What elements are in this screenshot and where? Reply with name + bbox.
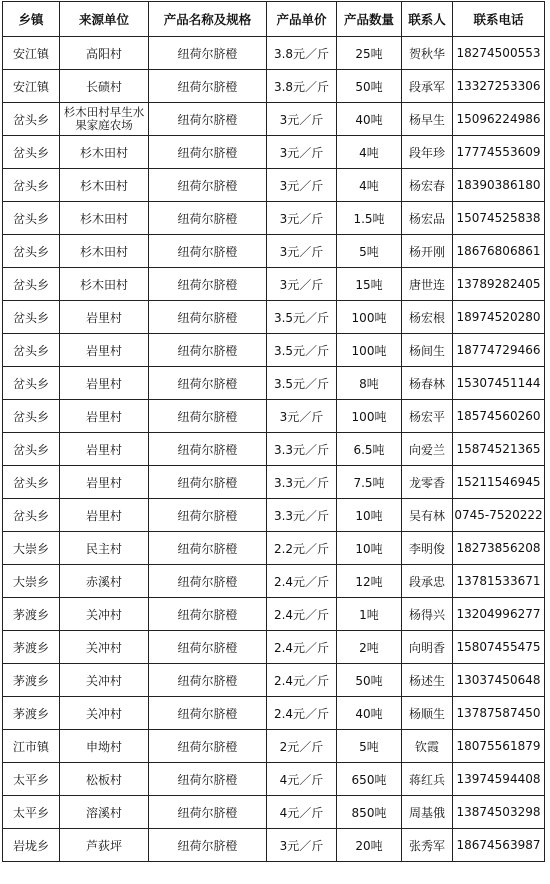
cell-township: 岔头乡 xyxy=(3,466,60,499)
cell-township: 岔头乡 xyxy=(3,334,60,367)
table-row xyxy=(3,433,545,466)
cell-unit-price: 3.5元／斤 xyxy=(267,367,337,400)
cell-source-unit: 岩里村 xyxy=(60,433,149,466)
cell-phone: 15807455475 xyxy=(453,631,545,664)
cell-phone: 15074525838 xyxy=(453,202,545,235)
cell-quantity: 4吨 xyxy=(337,136,402,169)
cell-township: 岩垅乡 xyxy=(3,829,60,862)
table-row xyxy=(3,631,545,664)
cell-unit-price: 4元／斤 xyxy=(267,796,337,829)
cell-township: 岔头乡 xyxy=(3,202,60,235)
cell-quantity: 1吨 xyxy=(337,598,402,631)
cell-product-name: 纽荷尔脐橙 xyxy=(149,334,267,367)
cell-phone: 18390386180 xyxy=(453,169,545,202)
table-row xyxy=(3,202,545,235)
cell-source-unit: 杉木田村 xyxy=(60,235,149,268)
cell-contact: 杨宏根 xyxy=(402,301,453,334)
cell-product-name: 纽荷尔脐橙 xyxy=(149,169,267,202)
cell-contact: 贺秋华 xyxy=(402,37,453,70)
cell-source-unit: 关冲村 xyxy=(60,631,149,664)
cell-contact: 杨间生 xyxy=(402,334,453,367)
cell-source-unit: 岩里村 xyxy=(60,301,149,334)
header-contact: 联系人 xyxy=(402,2,453,37)
table-row xyxy=(3,796,545,829)
cell-contact: 段承忠 xyxy=(402,565,453,598)
cell-phone: 13787587450 xyxy=(453,697,545,730)
table-row xyxy=(3,103,545,136)
cell-phone: 18676806861 xyxy=(453,235,545,268)
cell-township: 茅渡乡 xyxy=(3,631,60,664)
cell-contact: 杨开刚 xyxy=(402,235,453,268)
cell-township: 安江镇 xyxy=(3,70,60,103)
cell-township: 岔头乡 xyxy=(3,301,60,334)
cell-product-name: 纽荷尔脐橙 xyxy=(149,103,267,136)
table-row xyxy=(3,268,545,301)
header-phone: 联系电话 xyxy=(453,2,545,37)
cell-unit-price: 3元／斤 xyxy=(267,103,337,136)
cell-contact: 杨宏平 xyxy=(402,400,453,433)
cell-product-name: 纽荷尔脐橙 xyxy=(149,367,267,400)
cell-phone: 18774729466 xyxy=(453,334,545,367)
cell-quantity: 6.5吨 xyxy=(337,433,402,466)
cell-phone: 13874503298 xyxy=(453,796,545,829)
cell-contact: 李明俊 xyxy=(402,532,453,565)
header-quantity: 产品数量 xyxy=(337,2,402,37)
cell-contact: 龙零香 xyxy=(402,466,453,499)
cell-source-unit: 申坳村 xyxy=(60,730,149,763)
cell-township: 大崇乡 xyxy=(3,532,60,565)
cell-phone: 18974520280 xyxy=(453,301,545,334)
table-row xyxy=(3,532,545,565)
cell-quantity: 25吨 xyxy=(337,37,402,70)
cell-product-name: 纽荷尔脐橙 xyxy=(149,532,267,565)
cell-contact: 段承军 xyxy=(402,70,453,103)
cell-source-unit: 杉木田村 xyxy=(60,268,149,301)
cell-product-name: 纽荷尔脐橙 xyxy=(149,136,267,169)
cell-source-unit: 杉木田村 xyxy=(60,202,149,235)
cell-source-unit: 民主村 xyxy=(60,532,149,565)
cell-quantity: 100吨 xyxy=(337,334,402,367)
cell-contact: 杨宏春 xyxy=(402,169,453,202)
cell-source-unit: 溶溪村 xyxy=(60,796,149,829)
cell-phone: 13204996277 xyxy=(453,598,545,631)
cell-contact: 蒋红兵 xyxy=(402,763,453,796)
cell-contact: 段年珍 xyxy=(402,136,453,169)
cell-product-name: 纽荷尔脐橙 xyxy=(149,499,267,532)
cell-phone: 18574560260 xyxy=(453,400,545,433)
cell-source-unit: 岩里村 xyxy=(60,367,149,400)
cell-contact: 向明香 xyxy=(402,631,453,664)
cell-contact: 杨春林 xyxy=(402,367,453,400)
cell-quantity: 50吨 xyxy=(337,664,402,697)
cell-phone: 15874521365 xyxy=(453,433,545,466)
cell-product-name: 纽荷尔脐橙 xyxy=(149,565,267,598)
cell-township: 茅渡乡 xyxy=(3,697,60,730)
cell-quantity: 20吨 xyxy=(337,829,402,862)
cell-unit-price: 4元／斤 xyxy=(267,763,337,796)
table-row xyxy=(3,466,545,499)
header-township: 乡镇 xyxy=(3,2,60,37)
cell-source-unit: 岩里村 xyxy=(60,466,149,499)
table-row xyxy=(3,565,545,598)
cell-unit-price: 2元／斤 xyxy=(267,730,337,763)
cell-contact: 钦霞 xyxy=(402,730,453,763)
cell-phone: 13327253306 xyxy=(453,70,545,103)
table-row xyxy=(3,301,545,334)
cell-unit-price: 3.3元／斤 xyxy=(267,433,337,466)
cell-quantity: 100吨 xyxy=(337,301,402,334)
cell-unit-price: 3元／斤 xyxy=(267,400,337,433)
cell-product-name: 纽荷尔脐橙 xyxy=(149,433,267,466)
cell-township: 江市镇 xyxy=(3,730,60,763)
cell-source-unit: 杉木田村早生水果家庭农场 xyxy=(60,103,149,136)
cell-product-name: 纽荷尔脐橙 xyxy=(149,70,267,103)
cell-source-unit: 关冲村 xyxy=(60,697,149,730)
cell-unit-price: 3.3元／斤 xyxy=(267,466,337,499)
table-row xyxy=(3,136,545,169)
cell-township: 岔头乡 xyxy=(3,400,60,433)
table-row xyxy=(3,664,545,697)
cell-quantity: 5吨 xyxy=(337,730,402,763)
cell-phone: 13037450648 xyxy=(453,664,545,697)
cell-township: 岔头乡 xyxy=(3,268,60,301)
cell-source-unit: 高阳村 xyxy=(60,37,149,70)
cell-township: 岔头乡 xyxy=(3,136,60,169)
cell-phone: 18674563987 xyxy=(453,829,545,862)
cell-product-name: 纽荷尔脐橙 xyxy=(149,400,267,433)
cell-phone: 13781533671 xyxy=(453,565,545,598)
cell-unit-price: 2.4元／斤 xyxy=(267,598,337,631)
cell-source-unit: 芦荻坪 xyxy=(60,829,149,862)
cell-township: 大崇乡 xyxy=(3,565,60,598)
cell-source-unit: 杉木田村 xyxy=(60,136,149,169)
cell-quantity: 5吨 xyxy=(337,235,402,268)
cell-phone: 15307451144 xyxy=(453,367,545,400)
cell-quantity: 8吨 xyxy=(337,367,402,400)
cell-contact: 吴有林 xyxy=(402,499,453,532)
table-row xyxy=(3,334,545,367)
cell-township: 岔头乡 xyxy=(3,433,60,466)
cell-township: 安江镇 xyxy=(3,37,60,70)
cell-unit-price: 3元／斤 xyxy=(267,829,337,862)
cell-source-unit: 岩里村 xyxy=(60,499,149,532)
cell-township: 茅渡乡 xyxy=(3,598,60,631)
cell-contact: 杨顺生 xyxy=(402,697,453,730)
cell-unit-price: 3元／斤 xyxy=(267,169,337,202)
table-row xyxy=(3,763,545,796)
table-row xyxy=(3,829,545,862)
table-row xyxy=(3,697,545,730)
cell-source-unit: 岩里村 xyxy=(60,334,149,367)
header-product-name: 产品名称及规格 xyxy=(149,2,267,37)
table-row xyxy=(3,499,545,532)
cell-contact: 向爱兰 xyxy=(402,433,453,466)
cell-township: 岔头乡 xyxy=(3,499,60,532)
cell-unit-price: 2.4元／斤 xyxy=(267,565,337,598)
cell-contact: 杨早生 xyxy=(402,103,453,136)
product-table xyxy=(2,1,545,862)
cell-quantity: 2吨 xyxy=(337,631,402,664)
cell-phone: 0745-7520222 xyxy=(453,499,545,532)
table-row xyxy=(3,70,545,103)
cell-contact: 张秀军 xyxy=(402,829,453,862)
cell-unit-price: 3.3元／斤 xyxy=(267,499,337,532)
cell-product-name: 纽荷尔脐橙 xyxy=(149,829,267,862)
cell-product-name: 纽荷尔脐橙 xyxy=(149,796,267,829)
table-row xyxy=(3,367,545,400)
cell-quantity: 4吨 xyxy=(337,169,402,202)
cell-product-name: 纽荷尔脐橙 xyxy=(149,631,267,664)
cell-quantity: 50吨 xyxy=(337,70,402,103)
table-row xyxy=(3,598,545,631)
cell-township: 岔头乡 xyxy=(3,367,60,400)
cell-unit-price: 3元／斤 xyxy=(267,136,337,169)
cell-township: 岔头乡 xyxy=(3,103,60,136)
cell-contact: 杨宏品 xyxy=(402,202,453,235)
cell-township: 岔头乡 xyxy=(3,169,60,202)
cell-contact: 唐世连 xyxy=(402,268,453,301)
cell-phone: 15096224986 xyxy=(453,103,545,136)
cell-quantity: 10吨 xyxy=(337,532,402,565)
cell-product-name: 纽荷尔脐橙 xyxy=(149,268,267,301)
cell-quantity: 15吨 xyxy=(337,268,402,301)
cell-unit-price: 3元／斤 xyxy=(267,235,337,268)
cell-product-name: 纽荷尔脐橙 xyxy=(149,202,267,235)
cell-source-unit: 赤溪村 xyxy=(60,565,149,598)
cell-unit-price: 2.2元／斤 xyxy=(267,532,337,565)
cell-product-name: 纽荷尔脐橙 xyxy=(149,697,267,730)
table-row xyxy=(3,169,545,202)
cell-township: 太平乡 xyxy=(3,796,60,829)
cell-phone: 13974594408 xyxy=(453,763,545,796)
cell-unit-price: 2.4元／斤 xyxy=(267,697,337,730)
cell-product-name: 纽荷尔脐橙 xyxy=(149,763,267,796)
cell-township: 岔头乡 xyxy=(3,235,60,268)
cell-unit-price: 3元／斤 xyxy=(267,268,337,301)
cell-township: 茅渡乡 xyxy=(3,664,60,697)
cell-product-name: 纽荷尔脐橙 xyxy=(149,598,267,631)
cell-contact: 杨述生 xyxy=(402,664,453,697)
cell-quantity: 40吨 xyxy=(337,103,402,136)
table-row xyxy=(3,400,545,433)
cell-source-unit: 关冲村 xyxy=(60,664,149,697)
cell-unit-price: 2.4元／斤 xyxy=(267,664,337,697)
cell-phone: 17774553609 xyxy=(453,136,545,169)
cell-township: 太平乡 xyxy=(3,763,60,796)
cell-unit-price: 2.4元／斤 xyxy=(267,631,337,664)
cell-product-name: 纽荷尔脐橙 xyxy=(149,664,267,697)
cell-unit-price: 3.8元／斤 xyxy=(267,70,337,103)
cell-phone: 18273856208 xyxy=(453,532,545,565)
cell-product-name: 纽荷尔脐橙 xyxy=(149,466,267,499)
table-body xyxy=(3,37,545,862)
table-row xyxy=(3,730,545,763)
cell-quantity: 1.5吨 xyxy=(337,202,402,235)
table-row xyxy=(3,235,545,268)
cell-phone: 13789282405 xyxy=(453,268,545,301)
cell-source-unit: 关冲村 xyxy=(60,598,149,631)
cell-quantity: 40吨 xyxy=(337,697,402,730)
header-row xyxy=(3,2,545,37)
cell-product-name: 纽荷尔脐橙 xyxy=(149,235,267,268)
cell-phone: 18274500553 xyxy=(453,37,545,70)
cell-unit-price: 3.8元／斤 xyxy=(267,37,337,70)
cell-quantity: 10吨 xyxy=(337,499,402,532)
header-source-unit: 来源单位 xyxy=(60,2,149,37)
table-row xyxy=(3,37,545,70)
cell-phone: 18075561879 xyxy=(453,730,545,763)
cell-unit-price: 3.5元／斤 xyxy=(267,334,337,367)
cell-quantity: 850吨 xyxy=(337,796,402,829)
cell-source-unit: 长碛村 xyxy=(60,70,149,103)
cell-source-unit: 岩里村 xyxy=(60,400,149,433)
cell-quantity: 650吨 xyxy=(337,763,402,796)
cell-quantity: 7.5吨 xyxy=(337,466,402,499)
cell-product-name: 纽荷尔脐橙 xyxy=(149,301,267,334)
cell-unit-price: 3元／斤 xyxy=(267,202,337,235)
cell-quantity: 12吨 xyxy=(337,565,402,598)
cell-contact: 杨得兴 xyxy=(402,598,453,631)
cell-source-unit: 松板村 xyxy=(60,763,149,796)
header-unit-price: 产品单价 xyxy=(267,2,337,37)
cell-quantity: 100吨 xyxy=(337,400,402,433)
cell-unit-price: 3.5元／斤 xyxy=(267,301,337,334)
cell-phone: 15211546945 xyxy=(453,466,545,499)
cell-contact: 周基俄 xyxy=(402,796,453,829)
cell-product-name: 纽荷尔脐橙 xyxy=(149,730,267,763)
cell-product-name: 纽荷尔脐橙 xyxy=(149,37,267,70)
cell-source-unit: 杉木田村 xyxy=(60,169,149,202)
